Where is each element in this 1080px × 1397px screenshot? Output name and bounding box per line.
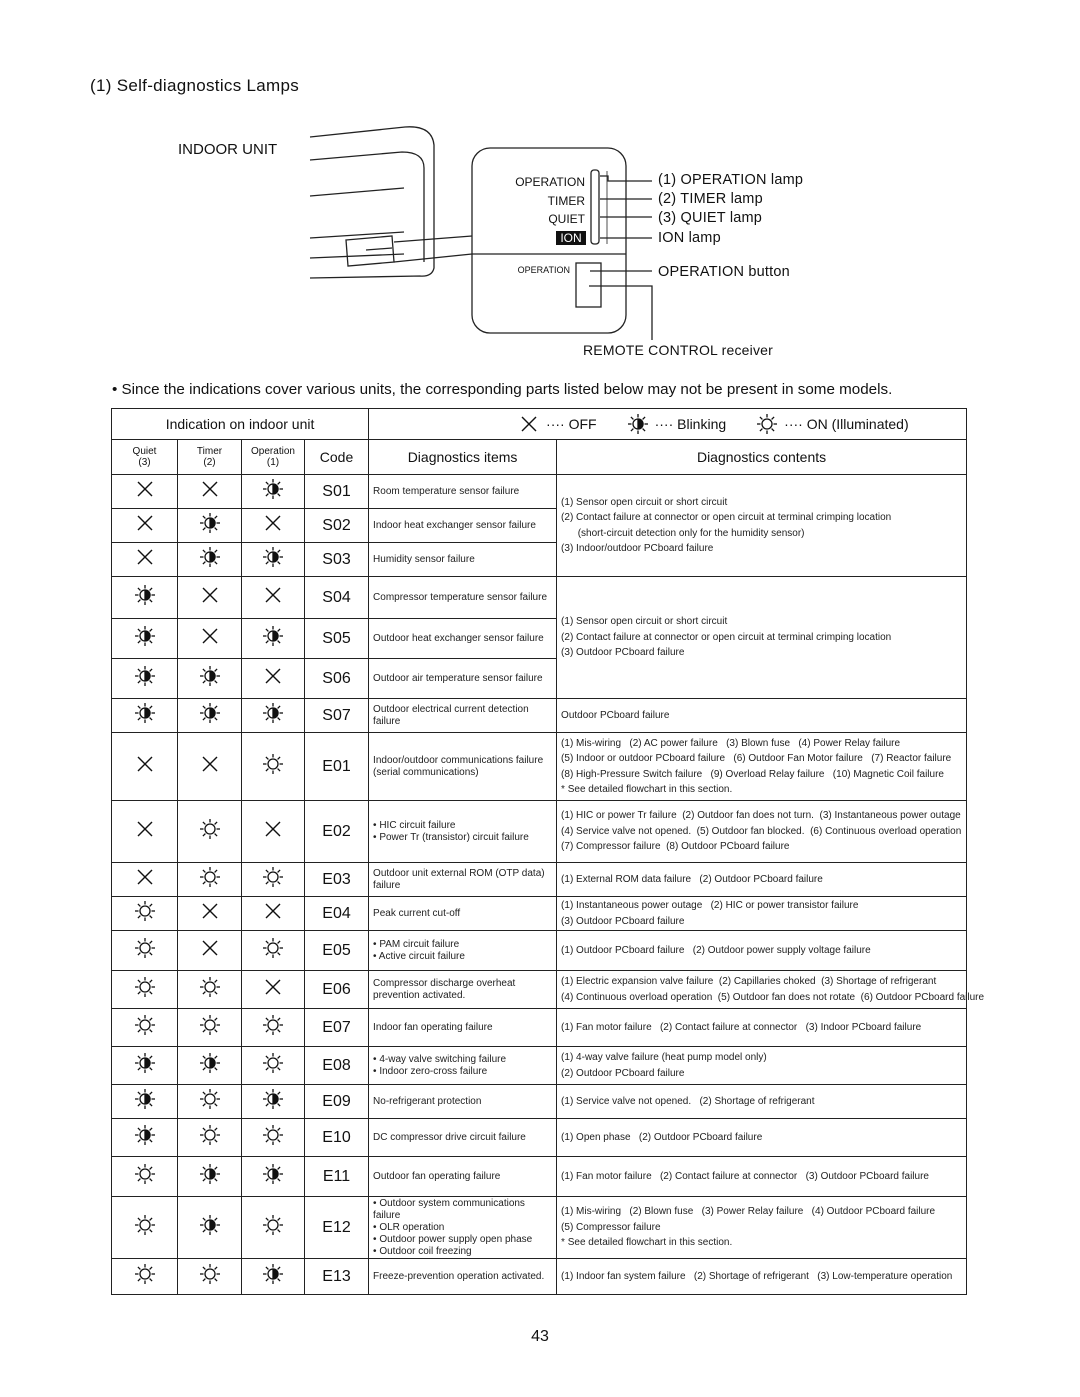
diagnostics-contents-line: (1) Service valve not opened. (2) Shortage of refrigerant bbox=[561, 1095, 815, 1107]
diagnostics-contents-line: (1) Outdoor PCboard failure (2) Outdoor power supply voltage failure bbox=[561, 944, 871, 956]
panel-timer-label: TIMER bbox=[547, 194, 585, 208]
operation-lamp-off-icon bbox=[242, 509, 305, 543]
operation-lamp-off-icon bbox=[242, 971, 305, 1009]
diagnostics-contents-line: (1) Open phase (2) Outdoor PCboard failure bbox=[561, 1131, 763, 1143]
diagnostics-item bbox=[369, 475, 557, 509]
timer-lamp-off-icon bbox=[178, 897, 242, 931]
diagnostics-item bbox=[369, 1259, 557, 1295]
diagnostics-contents bbox=[557, 577, 967, 699]
diagnostics-item bbox=[369, 1047, 557, 1085]
diagnostics-item bbox=[369, 1197, 557, 1259]
operation-lamp-on-icon bbox=[242, 1009, 305, 1047]
timer-lamp-on-icon bbox=[178, 1259, 242, 1295]
diagnostics-contents-line: * See detailed flowchart in this section. bbox=[561, 784, 733, 795]
diagnostics-item bbox=[369, 1119, 557, 1157]
quiet-lamp-on-icon bbox=[112, 1009, 178, 1047]
diagnostics-contents-line: (2) Contact failure at connector or open circuit at terminal crimping location bbox=[561, 631, 892, 643]
diagnostics-contents bbox=[557, 699, 967, 733]
quiet-lamp-on-icon bbox=[112, 897, 178, 931]
timer-lamp-blinking-icon bbox=[178, 1047, 242, 1085]
timer-lamp-off-icon bbox=[178, 931, 242, 971]
diagnostics-item bbox=[369, 699, 557, 733]
error-code: E09 bbox=[305, 1085, 369, 1119]
diagnostics-item-line: Outdoor fan operating failure bbox=[373, 1170, 501, 1182]
quiet-lamp-off-icon bbox=[112, 733, 178, 801]
quiet-lamp-blinking-icon bbox=[112, 659, 178, 699]
diagnostics-item-line: Indoor fan operating failure bbox=[373, 1021, 493, 1033]
lamp-header-num: (1) bbox=[266, 457, 280, 468]
error-code: E10 bbox=[305, 1119, 369, 1157]
diagnostics-item bbox=[369, 509, 557, 543]
diagnostics-item bbox=[369, 543, 557, 577]
timer-lamp-blinking-icon bbox=[178, 1157, 242, 1197]
on-symbol-icon bbox=[756, 413, 778, 435]
diagnostics-item-line: • Outdoor power supply open phase bbox=[373, 1233, 533, 1245]
timer-lamp-on-icon bbox=[178, 801, 242, 863]
diagnostics-item-line: Indoor/outdoor communications failure (serial communications) bbox=[373, 754, 544, 778]
quiet-lamp-on-icon bbox=[112, 931, 178, 971]
table-row bbox=[112, 1259, 967, 1295]
error-code: E06 bbox=[305, 971, 369, 1009]
error-code: S01 bbox=[305, 475, 369, 509]
table-row bbox=[112, 971, 967, 1009]
error-code: S05 bbox=[305, 619, 369, 659]
table-row bbox=[112, 1047, 967, 1085]
quiet-lamp-blinking-icon bbox=[112, 619, 178, 659]
diagnostics-contents bbox=[557, 1009, 967, 1047]
diagnostics-contents bbox=[557, 1157, 967, 1197]
diagnostics-item-line: Indoor heat exchanger sensor failure bbox=[373, 519, 536, 531]
diagnostics-item-line: • Outdoor coil freezing bbox=[373, 1245, 472, 1257]
diagnostics-contents-line: (1) Sensor open circuit or short circuit bbox=[561, 616, 728, 628]
lamp-header-name: Timer bbox=[196, 446, 223, 457]
diagnostics-contents-line: (1) Mis-wiring (2) Blown fuse (3) Power Relay failure (4) Outdoor PCboard failure bbox=[561, 1206, 936, 1218]
diagnostics-contents-line: (1) Fan motor failure (2) Contact failure at connector (3) Indoor PCboard failure bbox=[561, 1021, 922, 1033]
off-symbol-icon bbox=[518, 413, 540, 435]
diagnostics-item bbox=[369, 863, 557, 897]
diagnostics-item-line: • Indoor zero-cross failure bbox=[373, 1065, 488, 1077]
diagnostics-contents bbox=[557, 1085, 967, 1119]
diagnostics-item-line: Freeze-prevention operation activated. bbox=[373, 1270, 545, 1282]
error-code: E13 bbox=[305, 1259, 369, 1295]
panel-ion-label: ION bbox=[556, 231, 586, 245]
operation-lamp-blinking-icon bbox=[242, 699, 305, 733]
legend-off: ···· OFF bbox=[546, 416, 597, 432]
table-row bbox=[112, 931, 967, 971]
timer-lamp-off-icon bbox=[178, 619, 242, 659]
table-row bbox=[112, 1119, 967, 1157]
diagnostics-item-line: Outdoor electrical current detection failure bbox=[373, 703, 529, 727]
table-row bbox=[112, 801, 967, 863]
diagnostics-contents-line: (1) Sensor open circuit or short circuit bbox=[561, 496, 728, 508]
legend-on: ···· ON (Illuminated) bbox=[784, 416, 909, 432]
operation-lamp-on-icon bbox=[242, 1119, 305, 1157]
timer-lamp-callout: (2) TIMER lamp bbox=[658, 191, 763, 207]
diagnostics-item-line: DC compressor drive circuit failure bbox=[373, 1131, 526, 1143]
operation-lamp-blinking-icon bbox=[242, 1157, 305, 1197]
page-number: 43 bbox=[531, 1328, 549, 1345]
diagnostics-contents bbox=[557, 863, 967, 897]
error-code: E04 bbox=[305, 897, 369, 931]
timer-lamp-blinking-icon bbox=[178, 509, 242, 543]
diagnostics-contents-line: (5) Indoor or outdoor PCboard failure (6) Outdoor Fan Motor failure (7) Reactor failure bbox=[561, 753, 952, 764]
operation-lamp-blinking-icon bbox=[242, 475, 305, 509]
diagnostics-contents-line: (short-circuit detection only for the humidity sensor) bbox=[561, 527, 805, 539]
diagnostics-item-line: Compressor temperature sensor failure bbox=[373, 591, 548, 603]
models-note: • Since the indications cover various units, the corresponding parts listed below may not be present in some models. bbox=[112, 381, 893, 398]
quiet-lamp-off-icon bbox=[112, 801, 178, 863]
diagnostics-contents bbox=[557, 1047, 967, 1085]
operation-lamp-off-icon bbox=[242, 897, 305, 931]
diagnostics-item-line: Peak current cut-off bbox=[373, 907, 461, 919]
error-code: E11 bbox=[305, 1157, 369, 1197]
error-code: S07 bbox=[305, 699, 369, 733]
diagnostics-contents-line: (7) Compressor failure (8) Outdoor PCboard failure bbox=[561, 841, 790, 853]
section-title: (1) Self-diagnostics Lamps bbox=[90, 76, 300, 95]
timer-lamp-blinking-icon bbox=[178, 1197, 242, 1259]
quiet-lamp-off-icon bbox=[112, 509, 178, 543]
quiet-lamp-off-icon bbox=[112, 475, 178, 509]
diagnostics-contents-line: (3) Outdoor PCboard failure bbox=[561, 915, 685, 927]
lamp-header-timer bbox=[178, 440, 242, 475]
operation-button-callout: OPERATION button bbox=[658, 264, 790, 280]
diagnostics-item-line: Outdoor unit external ROM (OTP data) failure bbox=[373, 867, 545, 891]
operation-lamp-callout: (1) OPERATION lamp bbox=[658, 172, 804, 188]
error-code: E05 bbox=[305, 931, 369, 971]
diagnostics-item bbox=[369, 1085, 557, 1119]
diagnostics-contents bbox=[557, 897, 967, 931]
diagnostics-table bbox=[111, 408, 985, 1295]
panel-button-label: OPERATION bbox=[517, 265, 570, 275]
items-header: Diagnostics items bbox=[369, 440, 557, 475]
diagnostics-item bbox=[369, 801, 557, 863]
timer-lamp-on-icon bbox=[178, 1119, 242, 1157]
table-row bbox=[112, 1009, 967, 1047]
table-row bbox=[112, 1085, 967, 1119]
diagnostics-item bbox=[369, 931, 557, 971]
diagnostics-contents-line: (5) Compressor failure bbox=[561, 1221, 661, 1233]
diagnostics-contents-line: (1) External ROM data failure (2) Outdoor PCboard failure bbox=[561, 873, 823, 885]
operation-lamp-off-icon bbox=[242, 659, 305, 699]
diagnostics-item bbox=[369, 619, 557, 659]
operation-lamp-on-icon bbox=[242, 1047, 305, 1085]
error-code: E02 bbox=[305, 801, 369, 863]
timer-lamp-off-icon bbox=[178, 577, 242, 619]
diagnostics-item bbox=[369, 1009, 557, 1047]
diagnostics-item-line: No-refrigerant protection bbox=[373, 1095, 482, 1107]
ion-lamp-callout: ION lamp bbox=[658, 230, 721, 246]
quiet-lamp-off-icon bbox=[112, 543, 178, 577]
diagnostics-contents-line: (3) Outdoor PCboard failure bbox=[561, 647, 685, 659]
diagnostics-contents bbox=[557, 1259, 967, 1295]
lamp-header-num: (2) bbox=[203, 457, 216, 468]
table-row bbox=[112, 897, 967, 931]
legend bbox=[369, 409, 967, 440]
diagnostics-item-line: • OLR operation bbox=[373, 1221, 445, 1233]
panel-operation-label: OPERATION bbox=[515, 175, 585, 189]
diagnostics-contents-line: (1) Fan motor failure (2) Contact failure at connector (3) Outdoor PCboard failure bbox=[561, 1170, 929, 1182]
table-row bbox=[112, 1157, 967, 1197]
diagnostics-item bbox=[369, 971, 557, 1009]
error-code: E01 bbox=[305, 733, 369, 801]
error-code: S02 bbox=[305, 509, 369, 543]
diagnostics-contents-line: (1) Indoor fan system failure (2) Shortage of refrigerant (3) Low-temperature operation bbox=[561, 1270, 953, 1282]
diagnostics-contents bbox=[557, 475, 967, 577]
operation-lamp-on-icon bbox=[242, 931, 305, 971]
quiet-lamp-callout: (3) QUIET lamp bbox=[658, 210, 763, 226]
code-header: Code bbox=[305, 440, 369, 475]
diagnostics-item bbox=[369, 1157, 557, 1197]
quiet-lamp-on-icon bbox=[112, 971, 178, 1009]
timer-lamp-off-icon bbox=[178, 475, 242, 509]
timer-lamp-on-icon bbox=[178, 1085, 242, 1119]
quiet-lamp-off-icon bbox=[112, 863, 178, 897]
table-row bbox=[112, 1197, 967, 1259]
remote-receiver-callout: REMOTE CONTROL receiver bbox=[583, 342, 773, 358]
lamp-header-operation bbox=[242, 440, 305, 475]
lamp-header-quiet bbox=[112, 440, 178, 475]
lamp-header-name: Quiet bbox=[132, 446, 157, 457]
diagnostics-item-line: Room temperature sensor failure bbox=[373, 485, 520, 497]
diagnostics-contents-line: Outdoor PCboard failure bbox=[561, 709, 670, 721]
diagnostics-contents bbox=[557, 971, 985, 1009]
blinking-symbol-icon bbox=[627, 413, 649, 435]
operation-lamp-blinking-icon bbox=[242, 1085, 305, 1119]
quiet-lamp-on-icon bbox=[112, 1259, 178, 1295]
diagnostics-item-line: Outdoor heat exchanger sensor failure bbox=[373, 632, 544, 644]
error-code: S06 bbox=[305, 659, 369, 699]
legend-blinking: ···· Blinking bbox=[654, 416, 727, 432]
table-row bbox=[112, 863, 967, 897]
diagnostics-item-line: • 4-way valve switching failure bbox=[373, 1053, 507, 1065]
error-code: E07 bbox=[305, 1009, 369, 1047]
quiet-lamp-blinking-icon bbox=[112, 1047, 178, 1085]
diagnostics-item-line: • PAM circuit failure bbox=[373, 938, 460, 950]
indoor-unit-illustration bbox=[0, 0, 1080, 380]
quiet-lamp-blinking-icon bbox=[112, 577, 178, 619]
diagnostics-contents bbox=[557, 1197, 967, 1259]
diagnostics-contents-line: (2) Outdoor PCboard failure bbox=[561, 1067, 685, 1079]
timer-lamp-blinking-icon bbox=[178, 659, 242, 699]
diagnostics-item-line: Outdoor air temperature sensor failure bbox=[373, 672, 543, 684]
operation-lamp-blinking-icon bbox=[242, 1259, 305, 1295]
table-row bbox=[112, 577, 967, 619]
diagnostics-item-line: • Outdoor system communications failure bbox=[373, 1197, 525, 1221]
diagnostics-item-line: • Power Tr (transistor) circuit failure bbox=[373, 831, 529, 843]
diagnostics-item bbox=[369, 659, 557, 699]
diagnostics-item bbox=[369, 733, 557, 801]
diagnostics-contents-line: (1) Instantaneous power outage (2) HIC or power transistor failure bbox=[561, 900, 859, 911]
indication-header: Indication on indoor unit bbox=[112, 409, 369, 440]
quiet-lamp-blinking-icon bbox=[112, 1119, 178, 1157]
operation-lamp-on-icon bbox=[242, 863, 305, 897]
diagnostics-item-line: Compressor discharge overheat prevention activated. bbox=[373, 977, 516, 1001]
timer-lamp-blinking-icon bbox=[178, 699, 242, 733]
timer-lamp-off-icon bbox=[178, 733, 242, 801]
diagnostics-contents-line: (1) 4-way valve failure (heat pump model only) bbox=[561, 1052, 767, 1063]
error-code: S04 bbox=[305, 577, 369, 619]
diagnostics-contents bbox=[557, 733, 967, 801]
diagnostics-item-line: Humidity sensor failure bbox=[373, 553, 475, 565]
error-code: S03 bbox=[305, 543, 369, 577]
quiet-lamp-blinking-icon bbox=[112, 1085, 178, 1119]
diagnostics-item bbox=[369, 577, 557, 619]
diagnostics-contents-line: * See detailed flowchart in this section. bbox=[561, 1237, 733, 1249]
error-code: E03 bbox=[305, 863, 369, 897]
diagnostics-contents bbox=[557, 1119, 967, 1157]
operation-lamp-blinking-icon bbox=[242, 543, 305, 577]
timer-lamp-on-icon bbox=[178, 1009, 242, 1047]
lamp-header-num: (3) bbox=[138, 457, 151, 468]
table-row bbox=[112, 699, 967, 733]
diagnostics-contents-line: (1) Mis-wiring (2) AC power failure (3) Blown fuse (4) Power Relay failure bbox=[561, 737, 901, 749]
diagnostics-contents-line: (2) Contact failure at connector or open circuit at terminal crimping location bbox=[561, 512, 892, 523]
panel-quiet-label: QUIET bbox=[548, 212, 585, 226]
timer-lamp-blinking-icon bbox=[178, 543, 242, 577]
lamp-header-name: Operation bbox=[251, 446, 295, 457]
diagnostics-item-line: • Active circuit failure bbox=[373, 950, 465, 962]
operation-lamp-off-icon bbox=[242, 577, 305, 619]
diagnostics-contents-line: (1) Electric expansion valve failure (2) Capillaries choked (3) Shortage of refrigerant bbox=[561, 976, 937, 987]
diagnostics-contents-line: (1) HIC or power Tr failure (2) Outdoor fan does not turn. (3) Instantaneous power outage bbox=[561, 810, 961, 822]
diagnostics-contents-line: (3) Indoor/outdoor PCboard failure bbox=[561, 543, 714, 554]
operation-lamp-off-icon bbox=[242, 801, 305, 863]
diagnostics-item-line: • HIC circuit failure bbox=[373, 819, 456, 831]
operation-lamp-on-icon bbox=[242, 733, 305, 801]
table-row bbox=[112, 733, 967, 801]
diagnostics-contents-line: (8) High-Pressure Switch failure (9) Overload Relay failure (10) Magnetic Coil failure bbox=[561, 768, 944, 780]
quiet-lamp-blinking-icon bbox=[112, 699, 178, 733]
quiet-lamp-on-icon bbox=[112, 1157, 178, 1197]
error-code: E08 bbox=[305, 1047, 369, 1085]
diagnostics-contents-line: (4) Continuous overload operation (5) Outdoor fan does not rotate (6) Outdoor PCboard failure bbox=[561, 991, 985, 1003]
error-code: E12 bbox=[305, 1197, 369, 1259]
contents-header: Diagnostics contents bbox=[557, 440, 967, 475]
quiet-lamp-on-icon bbox=[112, 1197, 178, 1259]
diagnostics-contents bbox=[557, 801, 967, 863]
diagnostics-contents-line: (4) Service valve not opened. (5) Outdoor fan blocked. (6) Continuous overload operation bbox=[561, 825, 962, 837]
operation-lamp-blinking-icon bbox=[242, 619, 305, 659]
indoor-unit-label: INDOOR UNIT bbox=[178, 141, 278, 158]
operation-lamp-on-icon bbox=[242, 1197, 305, 1259]
table-row bbox=[112, 475, 967, 509]
timer-lamp-on-icon bbox=[178, 863, 242, 897]
timer-lamp-on-icon bbox=[178, 971, 242, 1009]
diagnostics-contents bbox=[557, 931, 967, 971]
diagnostics-item bbox=[369, 897, 557, 931]
